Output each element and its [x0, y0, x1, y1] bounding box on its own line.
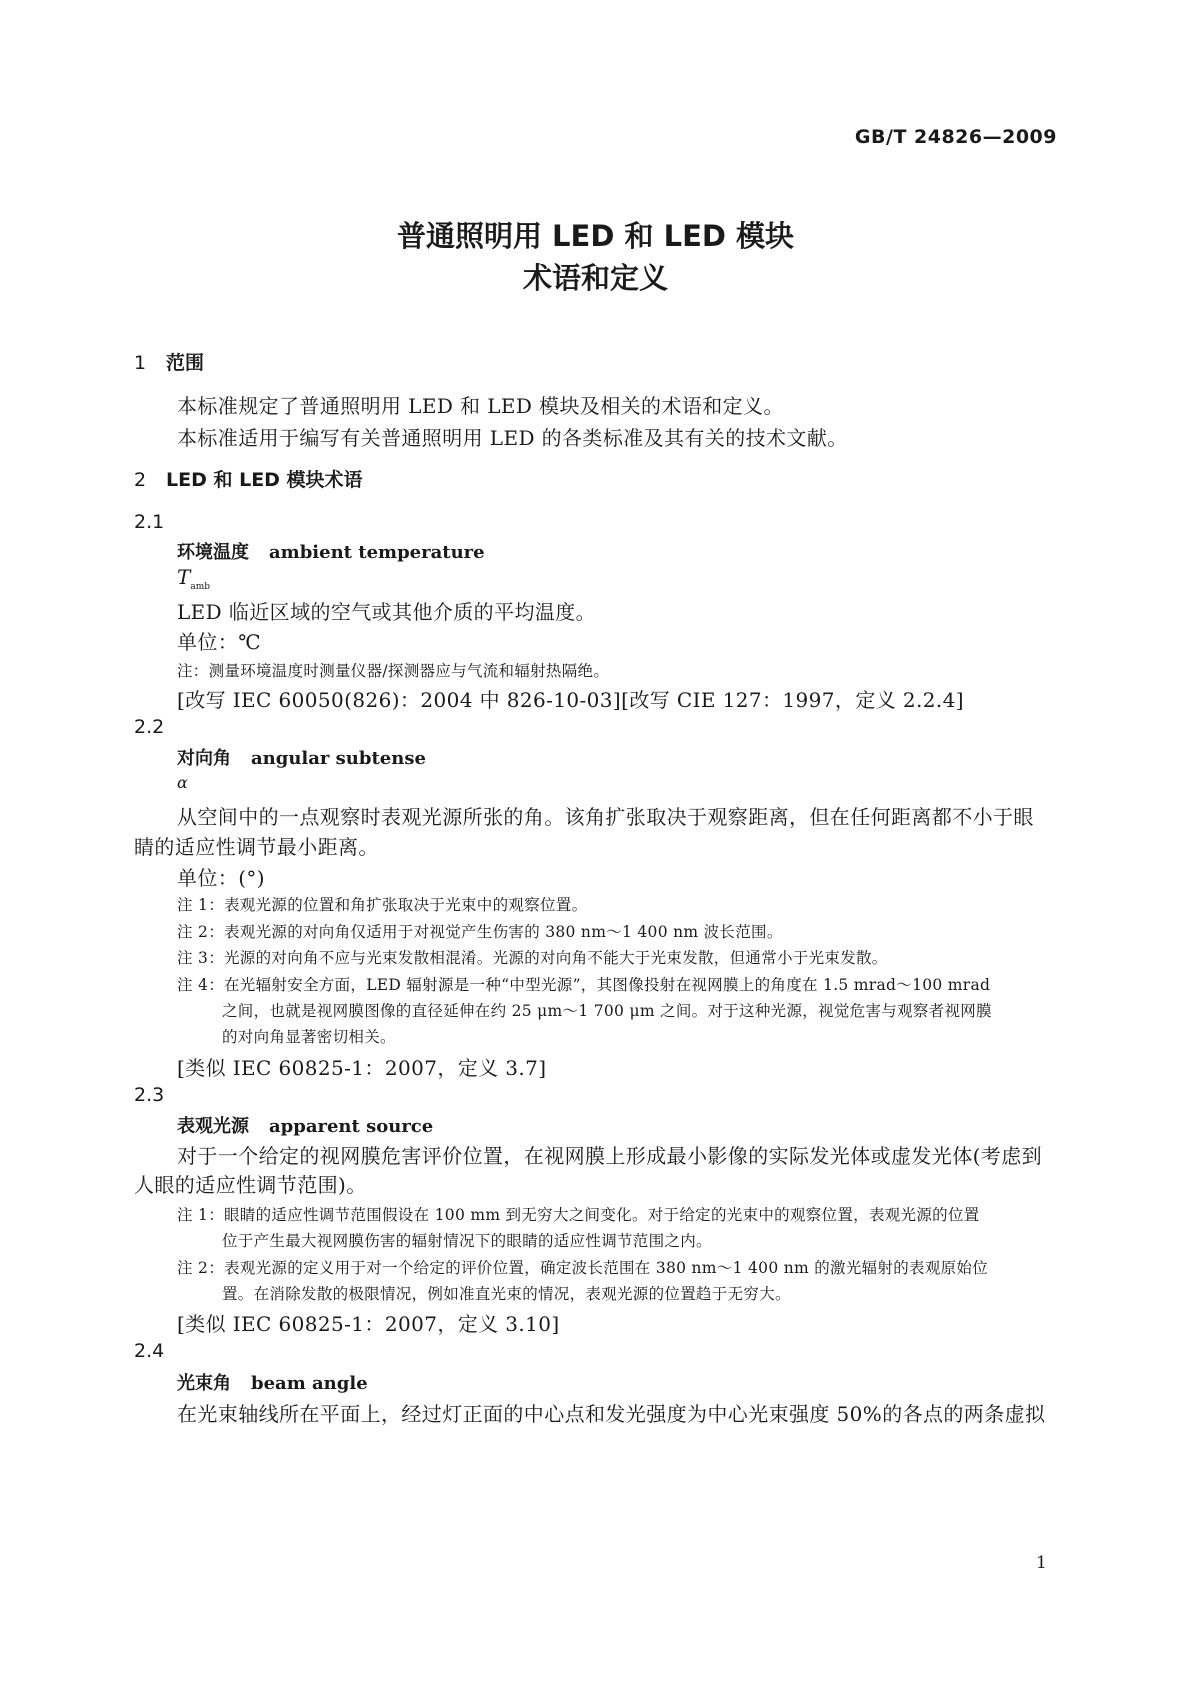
term-2-2-definition-line2: 睛的适应性调节最小距离。	[134, 835, 379, 859]
term-en: angular subtense	[251, 748, 426, 769]
term-2-2-unit: 单位：(°)	[177, 866, 266, 890]
section-1-heading	[134, 348, 204, 375]
term-2-4-heading	[177, 1369, 368, 1395]
document-title-line1: 普通照明用 LED 和 LED 模块	[396, 219, 795, 253]
term-2-1-note: 注：测量环境温度时测量仪器/探测器应与气流和辐射热隔绝。	[177, 662, 610, 680]
term-2-2-number: 2.2	[134, 716, 165, 738]
term-2-3-note-1: 注 1：眼睛的适应性调节范围假设在 100 mm 到无穷大之间变化。对于给定的光束中的观察位置，表观光源的位置	[177, 1206, 980, 1224]
section-title: 范围	[166, 352, 205, 374]
term-zh: 表观光源	[177, 1116, 249, 1137]
term-2-2-note-4-cont-2: 的对向角显著密切相关。	[222, 1028, 396, 1046]
section-number: 2	[134, 469, 147, 491]
term-2-3-note-2: 注 2：表观光源的定义用于对一个给定的评价位置，确定波长范围在 380 nm～1 400 nm 的激光辐射的表观原始位	[177, 1259, 989, 1277]
term-2-2-note-1: 注 1：表观光源的位置和角扩张取决于光束中的观察位置。	[177, 896, 588, 914]
term-2-2-note-4: 注 4：在光辐射安全方面，LED 辐射源是一种“中型光源”，其图像投射在视网膜上的角度在 1.5 mrad～100 mrad	[177, 976, 991, 994]
section-title: LED 和 LED 模块术语	[166, 469, 363, 491]
term-2-2-heading	[177, 744, 426, 770]
term-zh: 环境温度	[177, 542, 249, 563]
term-2-2-symbol: α	[177, 773, 188, 792]
term-2-1-heading	[177, 538, 485, 564]
term-2-1-definition: LED 临近区域的空气或其他介质的平均温度。	[177, 600, 597, 624]
term-2-2-note-3: 注 3：光源的对向角不应与光束发散相混淆。光源的对向角不能大于光束发散，但通常小于光束发散。	[177, 949, 888, 967]
term-2-1-number: 2.1	[134, 511, 165, 533]
term-2-3-number: 2.3	[134, 1084, 165, 1106]
term-2-3-definition-line2: 人眼的适应性调节范围)。	[134, 1173, 367, 1197]
standard-code: GB/T 24826—2009	[854, 126, 1057, 148]
term-en: ambient temperature	[269, 542, 485, 563]
term-2-1-source: [改写 IEC 60050(826)：2004 中 826-10-03][改写 CIE 127：1997，定义 2.2.4]	[177, 688, 964, 712]
term-2-3-note-1-cont: 位于产生最大视网膜伤害的辐射情况下的眼睛的适应性调节范围之内。	[222, 1232, 712, 1250]
term-zh: 对向角	[177, 748, 231, 769]
term-zh: 光束角	[177, 1373, 231, 1394]
term-2-3-source: [类似 IEC 60825-1：2007，定义 3.10]	[177, 1312, 560, 1336]
term-en: beam angle	[251, 1373, 368, 1394]
term-en: apparent source	[269, 1116, 434, 1137]
term-2-1-unit: 单位：℃	[177, 630, 261, 654]
term-2-2-source: [类似 IEC 60825-1：2007，定义 3.7]	[177, 1056, 547, 1080]
scope-paragraph-1: 本标准规定了普通照明用 LED 和 LED 模块及相关的术语和定义。	[177, 394, 784, 418]
term-2-3-note-2-cont: 置。在消除发散的极限情况，例如准直光束的情况，表观光源的位置趋于无穷大。	[222, 1285, 791, 1303]
term-2-2-note-2: 注 2：表观光源的对向角仅适用于对视觉产生伤害的 380 nm～1 400 nm 波长范围。	[177, 923, 783, 941]
document-title-line2: 术语和定义	[522, 261, 668, 295]
term-2-2-note-4-cont-1: 之间，也就是视网膜图像的直径延伸在约 25 μm～1 700 μm 之间。对于这种光源，视觉危害与观察者视网膜	[222, 1002, 992, 1020]
term-2-4-number: 2.4	[134, 1340, 165, 1362]
term-2-1-symbol: $T_{amb}$	[177, 565, 211, 592]
page-number: 1	[1036, 1553, 1047, 1573]
term-2-3-heading	[177, 1112, 433, 1138]
term-2-4-definition-line1: 在光束轴线所在平面上，经过灯正面的中心点和发光强度为中心光束强度 50%的各点的两条虚拟	[177, 1402, 1046, 1426]
section-2-heading	[134, 465, 363, 492]
term-2-2-definition-line1: 从空间中的一点观察时表观光源所张的角。该角扩张取决于观察距离，但在任何距离都不小于眼	[177, 805, 1034, 829]
term-2-3-definition-line1: 对于一个给定的视网膜危害评价位置，在视网膜上形成最小影像的实际发光体或虚发光体(考虑到	[177, 1144, 1043, 1168]
scope-paragraph-2: 本标准适用于编写有关普通照明用 LED 的各类标准及其有关的技术文献。	[177, 426, 848, 450]
section-number: 1	[134, 352, 147, 374]
